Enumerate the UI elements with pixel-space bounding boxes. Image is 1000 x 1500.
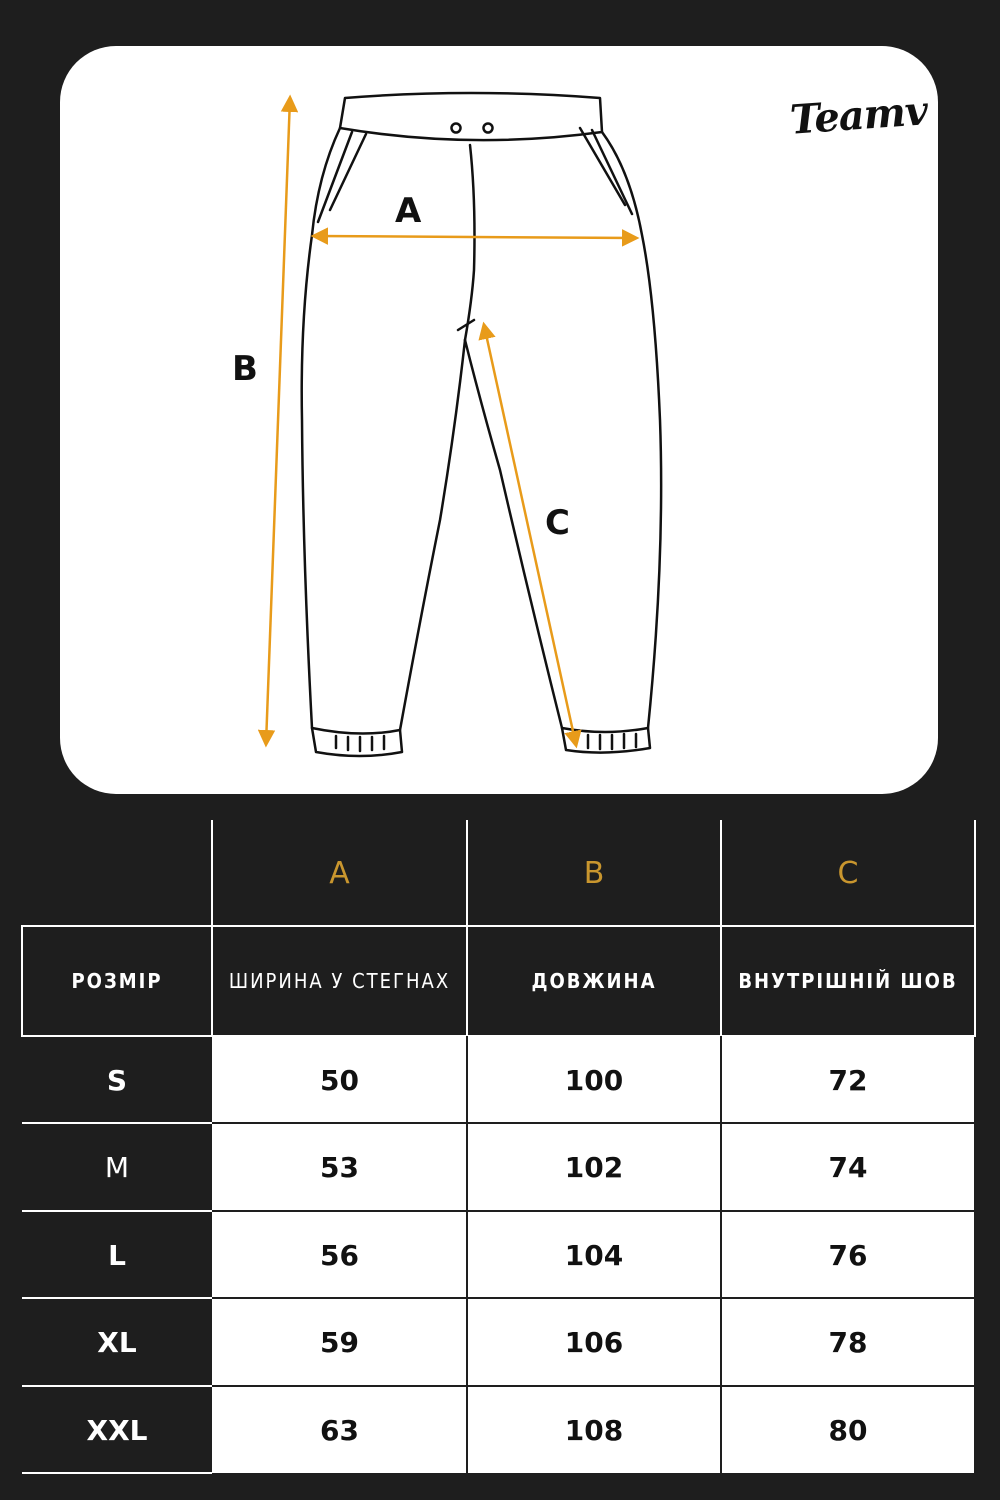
- table-cell: 78: [828, 1326, 868, 1359]
- pants-outline-icon: [302, 93, 661, 756]
- table-cell: 72: [828, 1063, 868, 1097]
- table-cell: 80: [828, 1413, 868, 1447]
- table-cell: 50: [320, 1063, 359, 1097]
- table-cell: 100: [564, 1063, 624, 1097]
- header-hip-width: ШИРИНА У СТЕГНАХ: [228, 969, 451, 993]
- table-cell: 56: [320, 1238, 359, 1272]
- header-inseam: ВНУТРІШНІЙ ШОВ: [738, 969, 958, 993]
- label-c: C: [545, 503, 570, 543]
- size-label-m: M: [104, 1151, 130, 1184]
- size-label-l: L: [108, 1238, 126, 1272]
- size-label-xl: XL: [97, 1326, 137, 1359]
- measurement-arrows: [266, 98, 636, 745]
- label-b: B: [232, 349, 258, 389]
- column-letter-c: C: [837, 855, 859, 891]
- column-letter-b: B: [583, 855, 605, 891]
- label-a: A: [395, 191, 422, 231]
- size-label-s: S: [106, 1063, 128, 1097]
- header-size: РОЗМІР: [71, 969, 163, 993]
- arrow-b: [266, 98, 290, 744]
- header-length: ДОВЖИНА: [531, 969, 657, 993]
- table-cell: 63: [320, 1413, 359, 1447]
- size-label-xxl: XXL: [86, 1413, 148, 1447]
- table-cell: 108: [564, 1413, 624, 1447]
- table-cell: 104: [564, 1238, 624, 1272]
- brand-logo: Teamv: [788, 87, 929, 144]
- table-cell: 102: [564, 1151, 624, 1184]
- table-cell: 53: [320, 1151, 359, 1184]
- table-cell: 74: [828, 1151, 868, 1184]
- table-cell: 106: [564, 1326, 624, 1359]
- table-cell: 59: [320, 1326, 359, 1359]
- column-letter-a: A: [329, 855, 350, 891]
- arrow-a: [314, 236, 636, 238]
- table-cell: 76: [828, 1238, 868, 1272]
